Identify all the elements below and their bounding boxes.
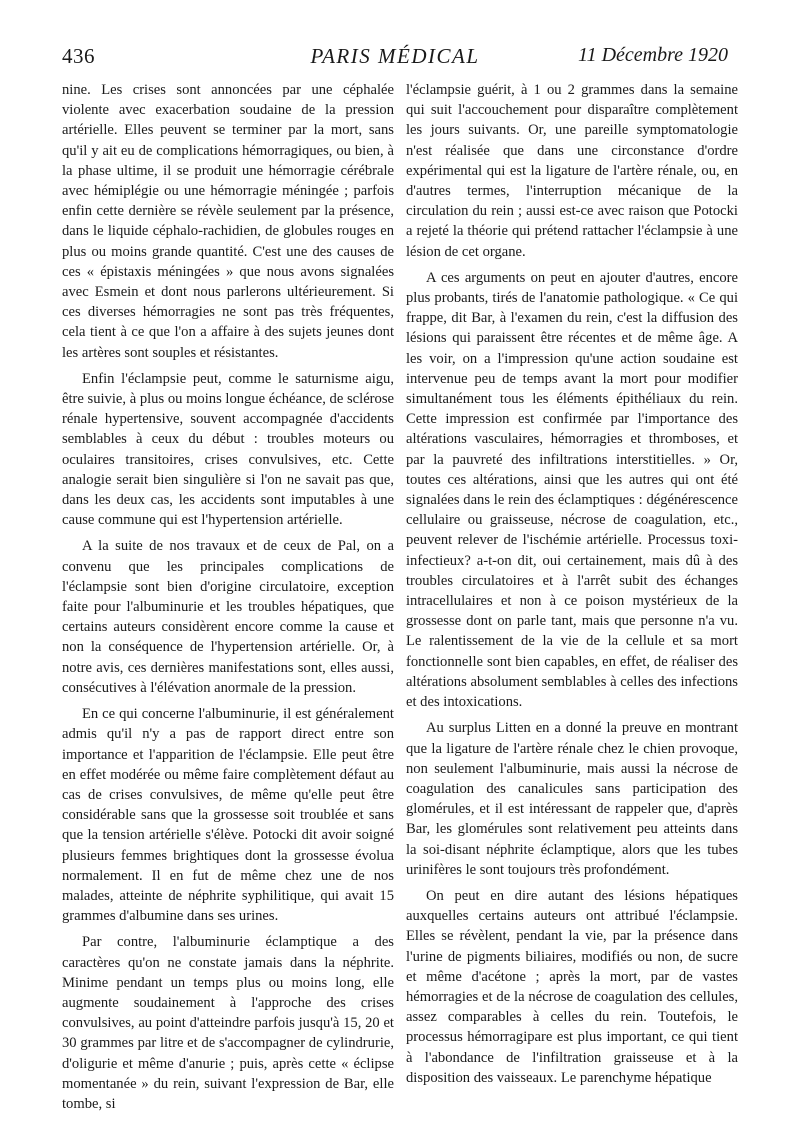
paragraph: Par contre, l'albuminurie éclamptique a des caractères qu'on ne constate jamais dans la néphrite. Minime pendant un temps plus ou moins long, elle augmente soudainement à l'approche des crises convulsives, au point d'atteindre parfois jusqu'à 15, 20 et 30 grammes par litre et de s'accompagner de cylindrurie, d'oligurie et même d'anurie ; puis, après cette « éclipse momentanée » du rein, suivant l'expression de Bar, elle tombe, si	[62, 934, 394, 1112]
page-number: 436	[62, 44, 95, 68]
paragraph: Enfin l'éclampsie peut, comme le saturnisme aigu, être suivie, à plus ou moins longue échéance, de sclérose rénale hypertensive, souvent accompagnée d'accidents semblables à ceux du début : troubles moteurs ou oculaires transitoires, crises convulsives, etc. Cette analogie serait bien singulière si l'on ne savait pas que, dans les deux cas, les accidents sont imputables à une cause commune qui est l'hypertension artérielle.	[62, 370, 394, 529]
paragraph: A ces arguments on peut en ajouter d'autres, encore plus probants, tirés de l'anatomie pathologique. « Ce qui frappe, dit Bar, à l'examen du rein, c'est la diffusion des lésions qui paraissent être récentes et de même âge. A les voir, on a l'impression qu'une action soudaine est intervenue peu de temps avant la mort pour modifier simultanément tous les éléments épithéliaux du rein. Cette impression est confirmée par l'importance des altérations vasculaires, hémorragies et thromboses, et par la pauvreté des infiltrations interstitielles. » Or, toutes ces altérations, ainsi que les autres qui ont été signalées dans le rein des éclamptiques : dégénérescence cellulaire ou graisseuse, nécrose de coagulation, etc., peuvent relever de l'ischémie artérielle. Processus toxi-infectieux? a-t-on dit, oui certainement, mais dû à des troubles circulatoires et à l'arrêt subit des échanges intracellulaires et non à ce poison mystérieux de la grossesse dont on parle tant, mais que personne n'a vu. Le ralentissement de la vie de la cellule et sa mort fonctionnelle sont bien capables, en effet, de réaliser des altérations absolument semblables à celles des infections et des intoxications.	[406, 269, 738, 711]
page-header	[62, 44, 728, 72]
left-column	[62, 80, 394, 1120]
paragraph: A la suite de nos travaux et de ceux de Pal, on a convenu que les principales complications de l'éclampsie sont bien d'origine circulatoire, exception faite pour l'albuminurie et les troubles hépatiques, que certains auteurs considèrent encore comme la cause et non la conséquence de l'hypertension artérielle. Or, à notre avis, ces dernières manifestations sont, elles aussi, consécutives à l'élévation anormale de la pression.	[62, 538, 394, 696]
paragraph: Au surplus Litten en a donné la preuve en montrant que la ligature de l'artère rénale chez le chien provoque, non seulement l'albuminurie, mais aussi la nécrose de coagulation des canalicules sans participation des glomérules, et il est intéressant de rappeler que, d'après Bar, les glomérules sont relativement peu atteints dans la soi-disant néphrite éclamptique, alors que les tubes urinifères le sont toujours très profondément.	[406, 720, 738, 878]
paragraph: nine. Les crises sont annoncées par une céphalée violente avec exacerbation soudaine de la pression artérielle. Elles peuvent se terminer par la mort, sans qu'il y ait eu de complications hémorragiques, ou bien, à la phase ultime, il se produit une hémorragie cérébrale avec hémiplégie ou une hémorragie méningée ; parfois enfin cette dernière se révèle seulement par la présence, dans le liquide céphalo-rachidien, de globules rouges en plus ou moins grande quantité. C'est une des causes de ces « épistaxis méningées » que nous avons signalées avec Esmein et dont nous parlerons ultérieurement. Si ces diverses hémorragies ne sont pas très fréquentes, cela tient à ce que l'on a affaire à des sujets jeunes dont les artères sont souples et résistantes.	[62, 82, 394, 361]
paragraph: En ce qui concerne l'albuminurie, il est généralement admis qu'il n'y a pas de rapport direct entre son importance et l'apparition de l'éclampsie. Elle peut être en effet modérée ou même faire complètement défaut au cas de crises convulsives, de même qu'elle peut être considérable sans que la grossesse soit troublée et sans que la tension artérielle s'élève. Potocki dit avoir soigné plusieurs femmes brightiques dont la grossesse évolua normalement. Il en fut de même chez une de nos malades, atteinte de néphrite syphilitique, qui avait 15 grammes d'albumine dans ses urines.	[62, 706, 394, 925]
paragraph: On peut en dire autant des lésions hépatiques auxquelles certains auteurs ont attribué l'éclampsie. Elles se révèlent, pendant la vie, par la présence dans l'urine de pigments biliaires, modifiés ou non, de sucre et même d'acétone ; après la mort, par de vastes hémorragies et de la nécrose de coagulation des cellules, assez comparables à celles du rein. Toutefois, le processus hémorragipare est plus important, ce qui tient à l'abondance de l'infiltration graisseuse et à la disposition des vaisseaux. Le parenchyme hépatique	[406, 887, 738, 1086]
right-column	[406, 80, 738, 1094]
paragraph: l'éclampsie guérit, à 1 ou 2 grammes dans la semaine qui suit l'accouchement pour disparaître complètement les jours suivants. Or, une pareille symptomatologie n'est réalisée que dans une circonstance d'ordre expérimental qui est la ligature de l'artère rénale, ou, en d'autres termes, l'interruption mécanique de la circulation du rein ; aussi est-ce avec raison que Potocki a rejeté la théorie qui prétend rattacher l'éclampsie à une lésion de cet organe.	[406, 82, 738, 260]
issue-date: 11 Décembre 1920	[578, 44, 728, 66]
journal-title: PARIS MÉDICAL	[310, 44, 480, 68]
